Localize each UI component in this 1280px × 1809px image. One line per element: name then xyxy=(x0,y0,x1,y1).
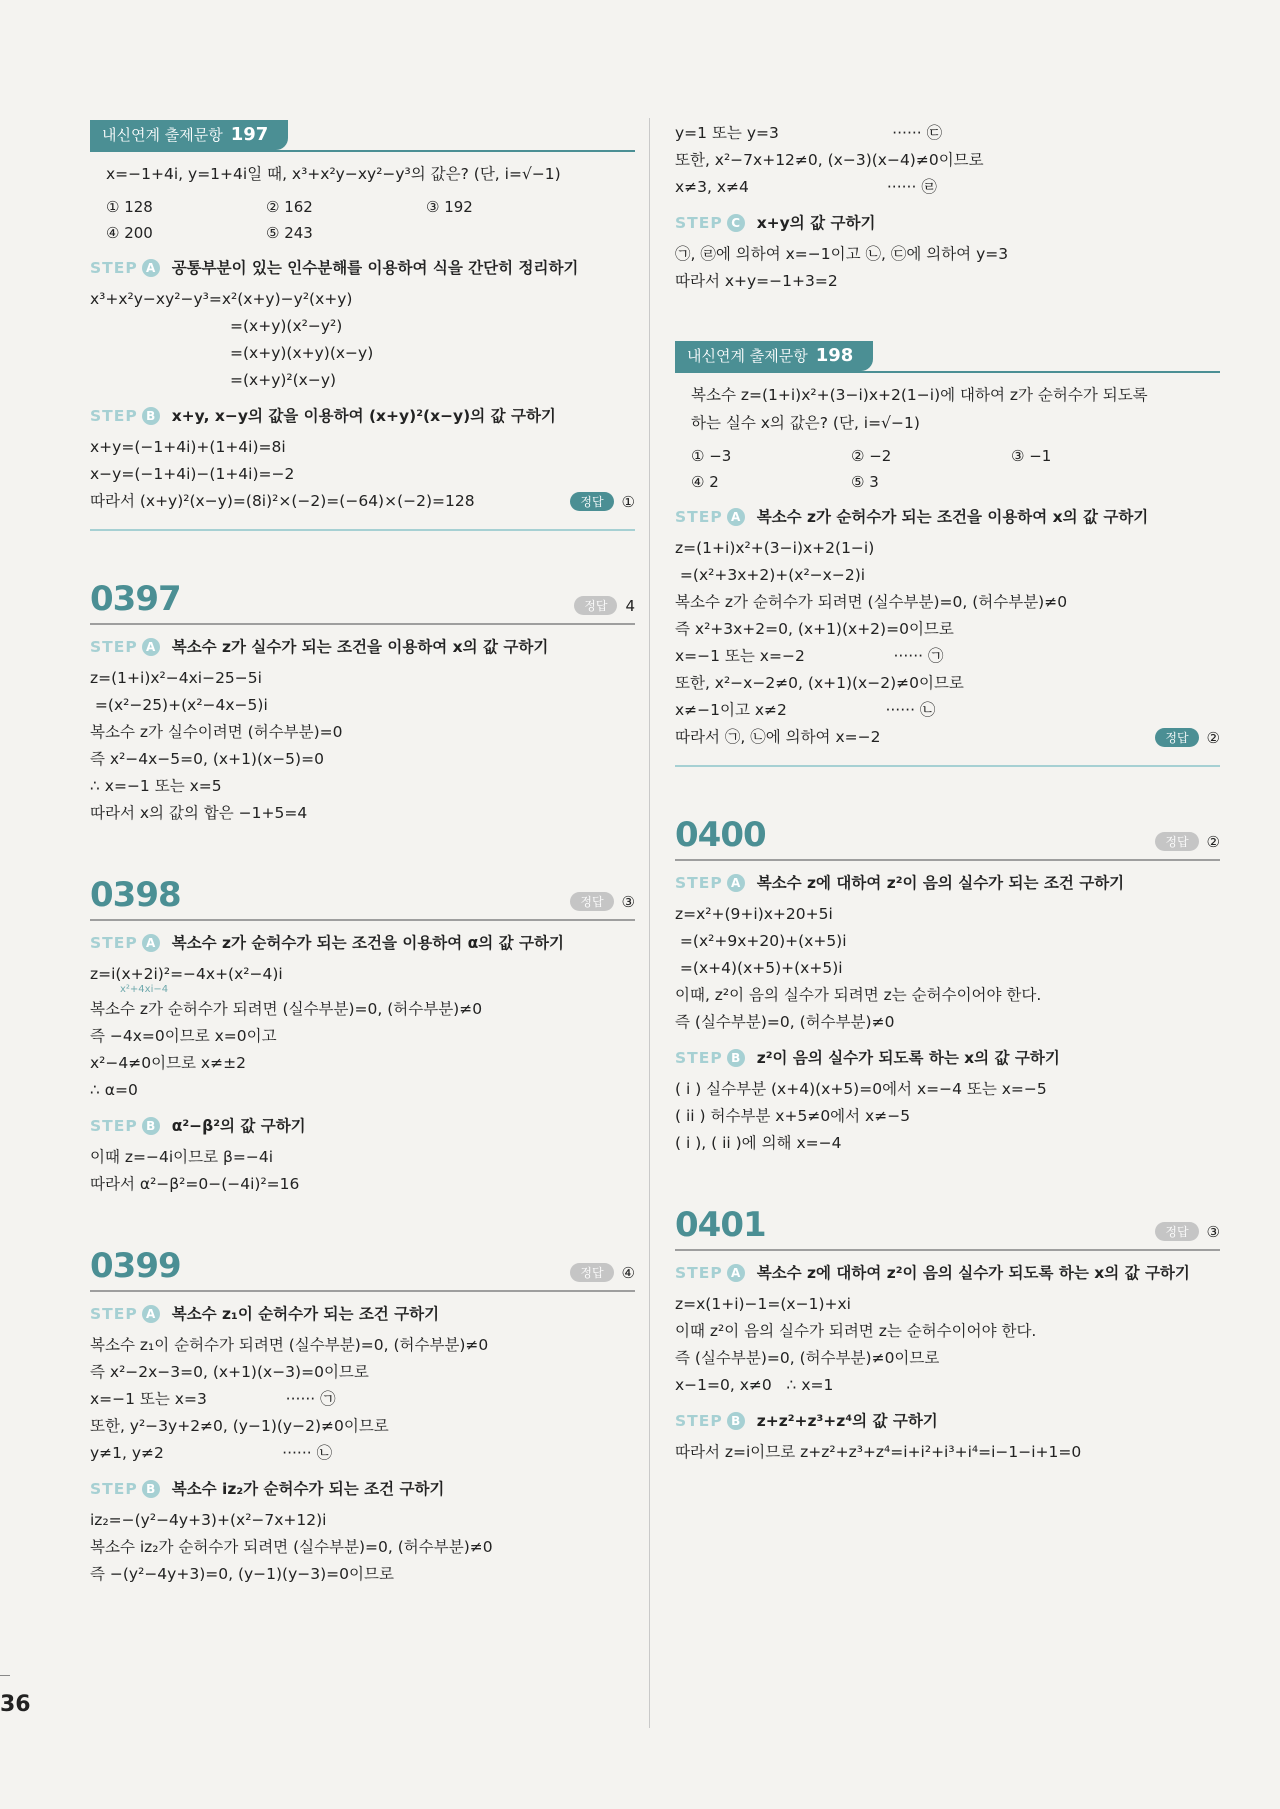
problem-198-header xyxy=(675,341,1220,373)
step-letter-icon: B xyxy=(142,1480,160,1498)
answer-value: ③ xyxy=(621,892,635,911)
math-line: 이때, z²이 음의 실수가 되려면 z는 순허수이어야 한다. xyxy=(675,986,1042,1004)
problem-rule xyxy=(90,150,635,152)
answer-value: ① xyxy=(621,492,635,511)
choice-4: ④ 2 xyxy=(691,473,719,491)
step-a-heading xyxy=(675,869,1220,897)
math-line: 즉 (실수부분)=0, (허수부분)≠0 xyxy=(675,1013,895,1031)
section-answer xyxy=(570,1263,635,1282)
step-label: STEP xyxy=(90,407,138,425)
step-a-heading xyxy=(90,633,635,661)
math-line: 복소수 z가 순허수가 되려면 (실수부분)=0, (허수부분)≠0 xyxy=(90,1000,483,1018)
step-label: STEP xyxy=(90,1305,138,1323)
step-title: 복소수 z에 대하여 z²이 음의 실수가 되도록 하는 x의 값 구하기 xyxy=(756,1264,1190,1282)
math-line: iz₂=−(y²−4y+3)+(x²−7x+12)i xyxy=(90,1511,327,1529)
step-a-heading xyxy=(90,1300,635,1328)
step-title: 복소수 z에 대하여 z²이 음의 실수가 되는 조건 구하기 xyxy=(756,874,1125,892)
answer-badge: 정답 xyxy=(570,892,613,911)
math-line: 이때 z=−4i이므로 β=−4i xyxy=(90,1148,274,1166)
step-label: STEP xyxy=(675,508,723,526)
step-b-heading xyxy=(90,402,635,430)
step-label: STEP xyxy=(90,1480,138,1498)
step-b-heading xyxy=(90,1475,635,1503)
math-line: 따라서 x+y=−1+3=2 xyxy=(675,272,838,290)
math-line: 즉 (실수부분)=0, (허수부분)≠0이므로 xyxy=(675,1349,940,1367)
step-title: x+y, x−y의 값을 이용하여 (x+y)²(x−y)의 값 구하기 xyxy=(171,407,556,425)
math-line: =(x²+3x+2)+(x²−x−2)i xyxy=(675,566,866,584)
step-letter-icon: B xyxy=(727,1412,745,1430)
step-letter-icon: A xyxy=(142,934,160,952)
math-line: 복소수 z가 실수이려면 (허수부분)=0 xyxy=(90,723,343,741)
step-letter-icon: A xyxy=(727,508,745,526)
math-line: x=−1 또는 x=−2 ······ ㉠ xyxy=(675,647,944,665)
math-line: x²−4≠0이므로 x≠±2 xyxy=(90,1054,246,1072)
answer-badge: 정답 xyxy=(570,492,613,511)
math-line: 즉 x²−2x−3=0, (x+1)(x−3)=0이므로 xyxy=(90,1363,369,1381)
step-c-heading xyxy=(675,209,1220,237)
math-line: ∴ α=0 xyxy=(90,1081,138,1099)
choice-5: ⑤ 3 xyxy=(851,473,879,491)
section-number: 0397 xyxy=(90,579,181,619)
math-line: z=i(x+2i)²=−4x+(x²−4)i xyxy=(90,965,283,983)
section-answer xyxy=(1155,1222,1220,1241)
section-answer xyxy=(574,596,635,615)
section-number: 0399 xyxy=(90,1246,181,1286)
problem-197-header xyxy=(90,120,635,152)
math-line: =(x²+9x+20)+(x+5)i xyxy=(675,932,847,950)
step-letter-icon: A xyxy=(142,638,160,656)
math-line: y=1 또는 y=3 ······ ㉢ xyxy=(675,124,943,142)
step-letter-icon: B xyxy=(142,407,160,425)
math-line: 또한, x²−7x+12≠0, (x−3)(x−4)≠0이므로 xyxy=(675,151,984,169)
answer-badge: 정답 xyxy=(574,596,617,615)
math-line: x≠3, x≠4 ······ ㉣ xyxy=(675,178,937,196)
math-line: 따라서 x의 값의 합은 −1+5=4 xyxy=(90,804,308,822)
math-line: z=(1+i)x²+(3−i)x+2(1−i) xyxy=(675,539,875,557)
step-label: STEP xyxy=(675,1264,723,1282)
math-line: 복소수 z₁이 순허수가 되려면 (실수부분)=0, (허수부분)≠0 xyxy=(90,1336,489,1354)
math-line: ( i ), ( ii )에 의해 x=−4 xyxy=(675,1134,842,1152)
problem-tag xyxy=(90,120,288,150)
math-line: =(x²−25)+(x²−4x−5)i xyxy=(90,696,268,714)
problem-198 xyxy=(675,341,1220,767)
math-line: z=(1+i)x²−4xi−25−5i xyxy=(90,669,262,687)
section-0398-header xyxy=(90,873,635,921)
expansion-note: x²+4xi−4 xyxy=(120,984,169,995)
math-line: ㉠, ㉣에 의하여 x=−1이고 ㉡, ㉢에 의하여 y=3 xyxy=(675,245,1009,263)
step-label: STEP xyxy=(90,1117,138,1135)
step-b-heading xyxy=(90,1112,635,1140)
step-label: STEP xyxy=(90,638,138,656)
problem-rule xyxy=(675,371,1220,373)
step-a-heading xyxy=(675,503,1220,531)
step-b-heading xyxy=(675,1407,1220,1435)
page-tick xyxy=(0,1675,10,1676)
problem-number: 197 xyxy=(230,124,269,145)
section-number: 0398 xyxy=(90,875,181,915)
step-title: 복소수 z가 순허수가 되는 조건을 이용하여 x의 값 구하기 xyxy=(756,508,1149,526)
step-title: α²−β²의 값 구하기 xyxy=(171,1117,306,1135)
math-line: 또한, y²−3y+2≠0, (y−1)(y−2)≠0이므로 xyxy=(90,1417,389,1435)
problem-tag xyxy=(675,341,873,371)
step-title: x+y의 값 구하기 xyxy=(756,214,876,232)
math-line: 즉 −(y²−4y+3)=0, (y−1)(y−3)=0이므로 xyxy=(90,1565,394,1583)
step-title: 복소수 z가 순허수가 되는 조건을 이용하여 α의 값 구하기 xyxy=(171,934,564,952)
choice-3: ③ −1 xyxy=(1011,447,1052,465)
step-label: STEP xyxy=(675,1412,723,1430)
math-line: 따라서 (x+y)²(x−y)=(8i)²×(−2)=(−64)×(−2)=128 xyxy=(90,492,475,510)
step-title: 복소수 iz₂가 순허수가 되는 조건 구하기 xyxy=(171,1480,445,1498)
step-letter-icon: C xyxy=(727,214,745,232)
math-line: z=x(1+i)−1=(x−1)+xi xyxy=(675,1295,851,1313)
math-line: 즉 −4x=0이므로 x=0이고 xyxy=(90,1027,277,1045)
math-line: x≠−1이고 x≠2 ······ ㉡ xyxy=(675,701,936,719)
section-0397-header xyxy=(90,577,635,625)
choice-1: ① −3 xyxy=(691,447,732,465)
math-line: 복소수 iz₂가 순허수가 되려면 (실수부분)=0, (허수부분)≠0 xyxy=(90,1538,493,1556)
math-line: 따라서 α²−β²=0−(−4i)²=16 xyxy=(90,1175,300,1193)
problem-end-rule xyxy=(90,529,635,531)
choice-4: ④ 200 xyxy=(106,224,153,242)
section-answer xyxy=(570,892,635,911)
answer-badge: 정답 xyxy=(1155,832,1198,851)
answer-value: 4 xyxy=(625,596,635,615)
section-0399-header xyxy=(90,1244,635,1292)
math-line: x+y=(−1+4i)+(1+4i)=8i xyxy=(90,438,286,456)
choices xyxy=(90,194,635,246)
problem-end-rule xyxy=(675,765,1220,767)
step-letter-icon: B xyxy=(142,1117,160,1135)
step-letter-icon: A xyxy=(142,259,160,277)
math-line: x−y=(−1+4i)−(1+4i)=−2 xyxy=(90,465,295,483)
step-label: STEP xyxy=(675,214,723,232)
math-line: ( i ) 실수부분 (x+4)(x+5)=0에서 x=−4 또는 x=−5 xyxy=(675,1080,1047,1098)
right-column xyxy=(675,120,1220,1466)
problem-tag-label: 내신연계 출제문항 xyxy=(102,126,223,144)
step-title: z²이 음의 실수가 되도록 하는 x의 값 구하기 xyxy=(756,1049,1060,1067)
answer-badge: 정답 xyxy=(1155,1222,1198,1241)
choice-5: ⑤ 243 xyxy=(266,224,313,242)
step-b-heading xyxy=(675,1044,1220,1072)
step-letter-icon: A xyxy=(727,874,745,892)
step-label: STEP xyxy=(90,934,138,952)
step-title: 복소수 z₁이 순허수가 되는 조건 구하기 xyxy=(171,1305,440,1323)
choice-2: ② 162 xyxy=(266,198,313,216)
step-letter-icon: A xyxy=(142,1305,160,1323)
math-line: ( ii ) 허수부분 x+5≠0에서 x≠−5 xyxy=(675,1107,911,1125)
section-answer xyxy=(1155,832,1220,851)
problem-tag-label: 내신연계 출제문항 xyxy=(687,347,808,365)
section-0401-header xyxy=(675,1203,1220,1251)
choices xyxy=(675,443,1220,495)
math-line: 즉 x²+3x+2=0, (x+1)(x+2)=0이므로 xyxy=(675,620,954,638)
math-line: ∴ x=−1 또는 x=5 xyxy=(90,777,222,795)
step-label: STEP xyxy=(90,259,138,277)
math-line: x=−1 또는 x=3 ······ ㉠ xyxy=(90,1390,336,1408)
problem-question: 복소수 z=(1+i)x²+(3−i)x+2(1−i)에 대하여 z가 순허수가 되도록 xyxy=(691,386,1148,404)
math-line: =(x+y)(x²−y²) xyxy=(230,317,343,335)
math-line: x³+x²y−xy²−y³=x²(x+y)−y²(x+y) xyxy=(90,290,353,308)
math-line: 복소수 z가 순허수가 되려면 (실수부분)=0, (허수부분)≠0 xyxy=(675,593,1068,611)
math-line: 이때 z²이 음의 실수가 되려면 z는 순허수이어야 한다. xyxy=(675,1322,1037,1340)
step-title: 공통부분이 있는 인수분해를 이용하여 식을 간단히 정리하기 xyxy=(171,259,579,277)
section-number: 0401 xyxy=(675,1205,766,1245)
math-line: =(x+4)(x+5)+(x+5)i xyxy=(675,959,843,977)
step-label: STEP xyxy=(675,1049,723,1067)
step-label: STEP xyxy=(675,874,723,892)
math-line: y≠1, y≠2 ······ ㉡ xyxy=(90,1444,333,1462)
math-line: 따라서 ㉠, ㉡에 의하여 x=−2 xyxy=(675,728,881,746)
math-line: =(x+y)²(x−y) xyxy=(230,371,337,389)
problem-question: 하는 실수 x의 값은? (단, i=√−1) xyxy=(691,414,920,432)
section-number: 0400 xyxy=(675,815,766,855)
choice-1: ① 128 xyxy=(106,198,153,216)
answer-badge: 정답 xyxy=(1155,728,1198,747)
column-divider xyxy=(649,118,650,1728)
math-line: 따라서 z=i이므로 z+z²+z³+z⁴=i+i²+i³+i⁴=i−1−i+1=0 xyxy=(675,1443,1082,1461)
step-a-heading xyxy=(675,1259,1220,1287)
math-line: z=x²+(9+i)x+20+5i xyxy=(675,905,833,923)
step-letter-icon: A xyxy=(727,1264,745,1282)
choice-3: ③ 192 xyxy=(426,198,473,216)
math-line: 즉 x²−4x−5=0, (x+1)(x−5)=0 xyxy=(90,750,324,768)
answer-badge: 정답 xyxy=(570,1263,613,1282)
step-a-heading xyxy=(90,254,635,282)
math-line: 또한, x²−x−2≠0, (x+1)(x−2)≠0이므로 xyxy=(675,674,964,692)
choice-2: ② −2 xyxy=(851,447,892,465)
problem-number: 198 xyxy=(815,345,854,366)
step-title: z+z²+z³+z⁴의 값 구하기 xyxy=(756,1412,938,1430)
section-0400-header xyxy=(675,813,1220,861)
problem-question: x=−1+4i, y=1+4i일 때, x³+x²y−xy²−y³의 값은? (단, i=√−1) xyxy=(106,165,561,183)
left-column xyxy=(90,120,635,1588)
answer-value: ③ xyxy=(1206,1222,1220,1241)
step-a-heading xyxy=(90,929,635,957)
answer-value: ② xyxy=(1206,728,1220,747)
step-title: 복소수 z가 실수가 되는 조건을 이용하여 x의 값 구하기 xyxy=(171,638,549,656)
step-letter-icon: B xyxy=(727,1049,745,1067)
answer-value: ④ xyxy=(621,1263,635,1282)
math-line: x−1=0, x≠0 ∴ x=1 xyxy=(675,1376,834,1394)
problem-197 xyxy=(90,120,635,531)
math-line: =(x+y)(x+y)(x−y) xyxy=(230,344,374,362)
answer-value: ② xyxy=(1206,832,1220,851)
page-number: 36 xyxy=(0,1692,31,1717)
